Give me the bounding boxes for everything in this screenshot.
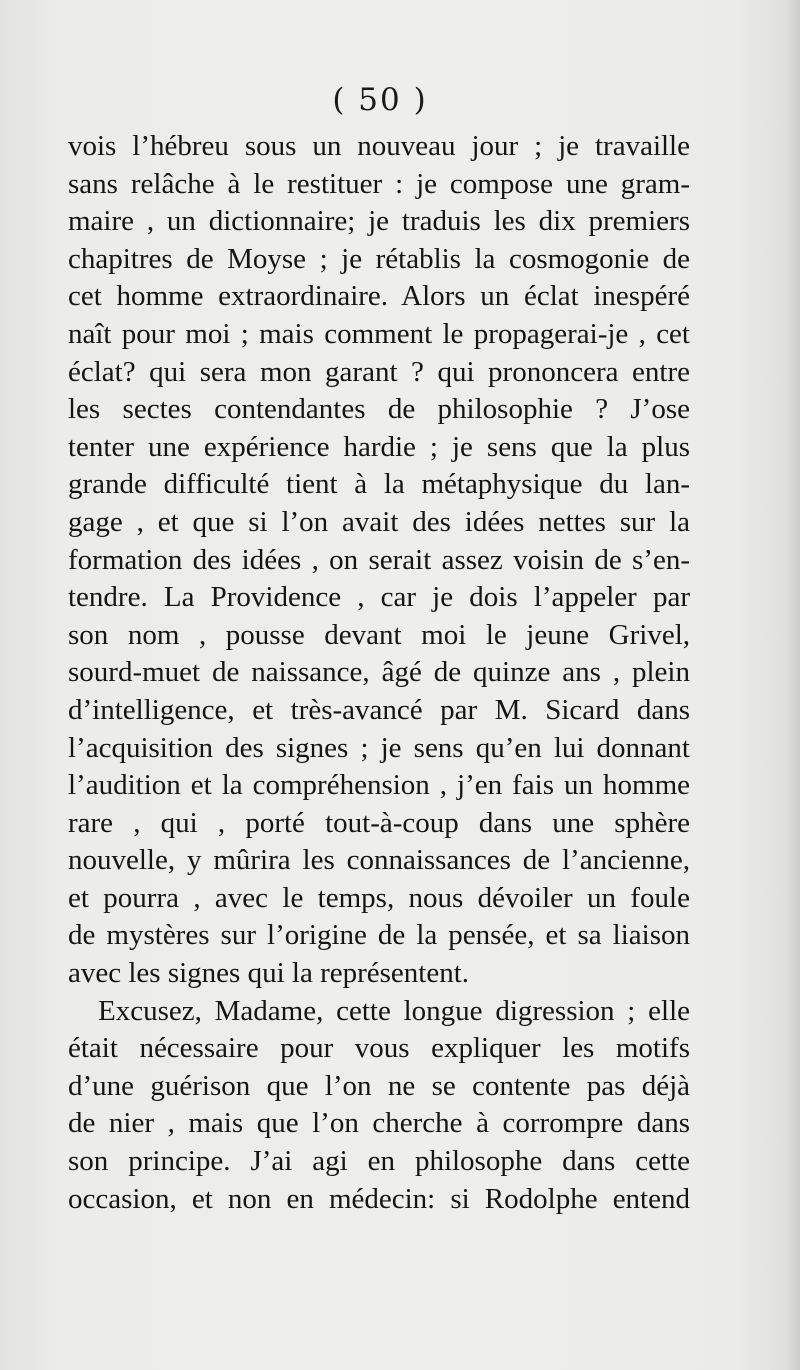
text-line: l’acquisition des signes ; je sens qu’en lui donnant: [68, 731, 690, 764]
text-line: tendre. La Providence , car je dois l’appeler par: [68, 581, 690, 614]
text-line: l’audition et la compréhension , j’en fais un homme: [68, 769, 690, 802]
text-line: nouvelle, y mûrira les connaissances de l’ancienne,: [68, 844, 690, 877]
text-line: tenter une expérience hardie ; je sens que la plus: [68, 430, 690, 463]
text-line: rare , qui , porté tout-à-coup dans une sphère: [68, 806, 690, 839]
paragraph-1: [68, 128, 690, 993]
text-line: de nier , mais que l’on cherche à corrompre dans: [68, 1107, 690, 1140]
text-line: était nécessaire pour vous expliquer les motifs: [68, 1032, 690, 1065]
text-line: occasion, et non en médecin: si Rodolphe entend: [68, 1182, 690, 1215]
text-line: son principe. J’ai agi en philosophe dans cette: [68, 1145, 690, 1178]
text-line: avec les signes qui la représentent.: [68, 957, 470, 990]
text-line: naît pour moi ; mais comment le propagerai-je , cet: [68, 317, 690, 350]
text-line: sourd-muet de naissance, âgé de quinze ans , plein: [68, 656, 690, 689]
text-line: Excusez, Madame, cette longue digression ; elle: [98, 994, 690, 1027]
text-line: vois l’hébreu sous un nouveau jour ; je travaille: [68, 130, 690, 162]
paragraph-2: [68, 993, 690, 1219]
page-edge-shadow: [786, 0, 800, 1370]
text-line: maire , un dictionnaire; je traduis les dix premiers: [68, 205, 690, 238]
text-line: son nom , pousse devant moi le jeune Grivel,: [68, 618, 690, 651]
text-line: grande difficulté tient à la métaphysique du lan-: [68, 468, 690, 501]
text-line: formation des idées , on serait assez voisin de s’en-: [68, 543, 690, 576]
text-line: d’intelligence, et très-avancé par M. Sicard dans: [68, 693, 690, 726]
text-line: les sectes contendantes de philosophie ? J’ose: [68, 393, 690, 426]
text-line: de mystères sur l’origine de la pensée, et sa liaison: [68, 919, 690, 952]
text-line: cet homme extraordinaire. Alors un éclat inespéré: [68, 280, 690, 313]
text-line: éclat? qui sera mon garant ? qui prononcera entre: [68, 355, 690, 388]
text-line: sans relâche à le restituer : je compose une gram-: [68, 167, 690, 200]
text-line: chapitres de Moyse ; je rétablis la cosmogonie de: [68, 242, 690, 275]
text-line: d’une guérison que l’on ne se contente pas déjà: [68, 1069, 690, 1102]
text-line: gage , et que si l’on avait des idées nettes sur la: [68, 505, 690, 538]
page-number: ( 50 ): [332, 82, 428, 118]
body-text: [68, 128, 690, 1218]
text-line: et pourra , avec le temps, nous dévoiler un foule: [68, 881, 690, 914]
